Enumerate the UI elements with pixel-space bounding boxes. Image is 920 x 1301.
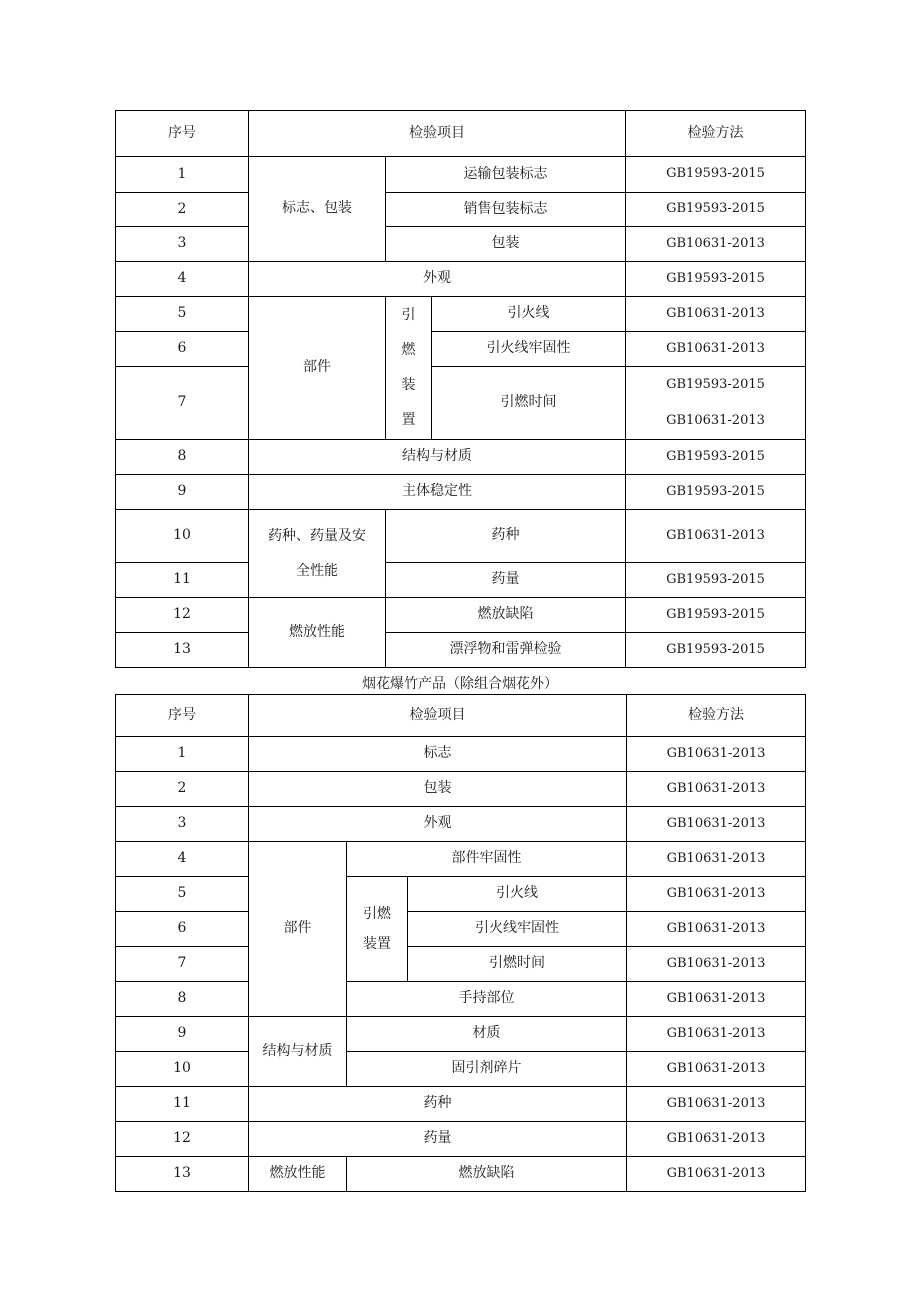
table-row	[116, 227, 806, 262]
row-method: GB10631-2013	[627, 737, 806, 772]
table-row	[116, 633, 806, 668]
row-method: GB19593-2015	[626, 475, 806, 510]
table-row	[116, 737, 806, 772]
group-parts: 部件	[249, 842, 347, 1017]
row-method: GB10631-2013	[627, 982, 806, 1017]
row-seq: 7	[116, 367, 249, 440]
row-method: GB10631-2013	[627, 1157, 806, 1192]
row-method: GB10631-2013	[627, 1087, 806, 1122]
row-item: 包装	[249, 772, 627, 807]
table-row	[116, 440, 806, 475]
row-seq: 4	[116, 262, 249, 297]
row-seq: 9	[116, 475, 249, 510]
row-method-line1: GB19593-2015	[666, 377, 765, 392]
group-parts: 部件	[249, 297, 386, 440]
table-row	[116, 1052, 806, 1087]
row-method: GB19593-2015	[626, 193, 806, 227]
row-item: 结构与材质	[249, 440, 626, 475]
row-seq: 10	[116, 1052, 249, 1087]
row-method: GB10631-2013	[626, 510, 806, 563]
group-firing: 燃放性能	[249, 1157, 347, 1192]
group-marking: 标志、包装	[249, 157, 386, 262]
row-item: 引火线牢固性	[408, 912, 627, 947]
table-row	[116, 807, 806, 842]
row-item: 主体稳定性	[249, 475, 626, 510]
row-seq: 1	[116, 737, 249, 772]
table-2-caption: 烟花爆竹产品（除组合烟花外）	[362, 676, 558, 692]
table-row	[116, 332, 806, 367]
row-item: 销售包装标志	[386, 193, 626, 227]
table-row	[116, 842, 806, 877]
inspection-table-2	[115, 694, 806, 1192]
table-row	[116, 1157, 806, 1192]
row-seq: 9	[116, 1017, 249, 1052]
row-seq: 12	[116, 1122, 249, 1157]
row-item: 固引剂碎片	[347, 1052, 627, 1087]
row-seq: 3	[116, 807, 249, 842]
row-seq: 13	[116, 1157, 249, 1192]
row-seq: 10	[116, 510, 249, 563]
row-item: 材质	[347, 1017, 627, 1052]
row-seq: 2	[116, 193, 249, 227]
row-method-line2: GB10631-2013	[666, 413, 765, 428]
table-row	[116, 982, 806, 1017]
row-method	[626, 367, 806, 440]
row-method: GB10631-2013	[627, 1122, 806, 1157]
table-row	[116, 772, 806, 807]
row-item: 外观	[249, 262, 626, 297]
row-method: GB10631-2013	[626, 297, 806, 332]
header-seq: 序号	[116, 111, 249, 157]
row-item: 燃放缺陷	[386, 598, 626, 633]
row-item: 药量	[386, 563, 626, 598]
row-method: GB10631-2013	[627, 772, 806, 807]
table-row	[116, 510, 806, 563]
row-method: GB10631-2013	[627, 877, 806, 912]
row-item: 药种	[249, 1087, 627, 1122]
table-row	[116, 193, 806, 227]
group-firing: 燃放性能	[249, 598, 386, 668]
header-item: 检验项目	[249, 111, 626, 157]
table-row	[116, 367, 806, 440]
header-method: 检验方法	[627, 695, 806, 737]
row-seq: 11	[116, 1087, 249, 1122]
row-seq: 5	[116, 877, 249, 912]
row-seq: 4	[116, 842, 249, 877]
row-seq: 5	[116, 297, 249, 332]
row-seq: 12	[116, 598, 249, 633]
table-row	[116, 877, 806, 912]
row-method: GB10631-2013	[627, 842, 806, 877]
row-method: GB10631-2013	[627, 947, 806, 982]
table-row	[116, 1087, 806, 1122]
row-item: 运输包装标志	[386, 157, 626, 193]
row-method: GB10631-2013	[626, 332, 806, 367]
row-item: 引火线牢固性	[432, 332, 626, 367]
row-seq: 2	[116, 772, 249, 807]
group-charge-label: 药种、药量及安全性能	[268, 527, 366, 579]
row-method: GB19593-2015	[626, 633, 806, 668]
table-row	[116, 598, 806, 633]
inspection-table-1	[115, 110, 806, 668]
row-seq: 11	[116, 563, 249, 598]
table-row	[116, 157, 806, 193]
row-method: GB10631-2013	[627, 1017, 806, 1052]
table-row	[116, 475, 806, 510]
row-seq: 1	[116, 157, 249, 193]
group-ignition-label: 引燃装置	[401, 307, 416, 428]
table-header	[116, 111, 806, 157]
row-method: GB19593-2015	[626, 262, 806, 297]
row-method: GB10631-2013	[626, 227, 806, 262]
row-method: GB19593-2015	[626, 440, 806, 475]
table-row	[116, 297, 806, 332]
row-item: 手持部位	[347, 982, 627, 1017]
table-row	[116, 1122, 806, 1157]
table-header	[116, 695, 806, 737]
row-seq: 13	[116, 633, 249, 668]
table-row	[116, 563, 806, 598]
header-seq: 序号	[116, 695, 249, 737]
header-item: 检验项目	[249, 695, 627, 737]
row-seq: 3	[116, 227, 249, 262]
row-seq: 8	[116, 440, 249, 475]
row-seq: 6	[116, 332, 249, 367]
row-item: 漂浮物和雷弹检验	[386, 633, 626, 668]
row-item: 标志	[249, 737, 627, 772]
header-method: 检验方法	[626, 111, 806, 157]
row-item: 引火线	[432, 297, 626, 332]
row-seq: 8	[116, 982, 249, 1017]
row-item: 外观	[249, 807, 627, 842]
group-ignition	[386, 297, 432, 440]
group-ignition	[347, 877, 408, 982]
row-item: 药种	[386, 510, 626, 563]
row-item: 引火线	[408, 877, 627, 912]
row-item: 引燃时间	[408, 947, 627, 982]
table-row	[116, 1017, 806, 1052]
row-method: GB10631-2013	[627, 912, 806, 947]
row-method: GB19593-2015	[626, 598, 806, 633]
row-method: GB10631-2013	[627, 807, 806, 842]
row-method: GB19593-2015	[626, 563, 806, 598]
group-structure: 结构与材质	[249, 1017, 347, 1087]
row-item: 燃放缺陷	[347, 1157, 627, 1192]
row-item: 药量	[249, 1122, 627, 1157]
row-item: 包装	[386, 227, 626, 262]
table-row	[116, 912, 806, 947]
group-charge	[249, 510, 386, 598]
row-item: 引燃时间	[432, 367, 626, 440]
row-method: GB19593-2015	[626, 157, 806, 193]
row-item: 部件牢固性	[347, 842, 627, 877]
row-seq: 7	[116, 947, 249, 982]
table-row	[116, 947, 806, 982]
group-ignition-label: 引燃装置	[363, 906, 391, 952]
row-seq: 6	[116, 912, 249, 947]
row-method: GB10631-2013	[627, 1052, 806, 1087]
table-row	[116, 262, 806, 297]
